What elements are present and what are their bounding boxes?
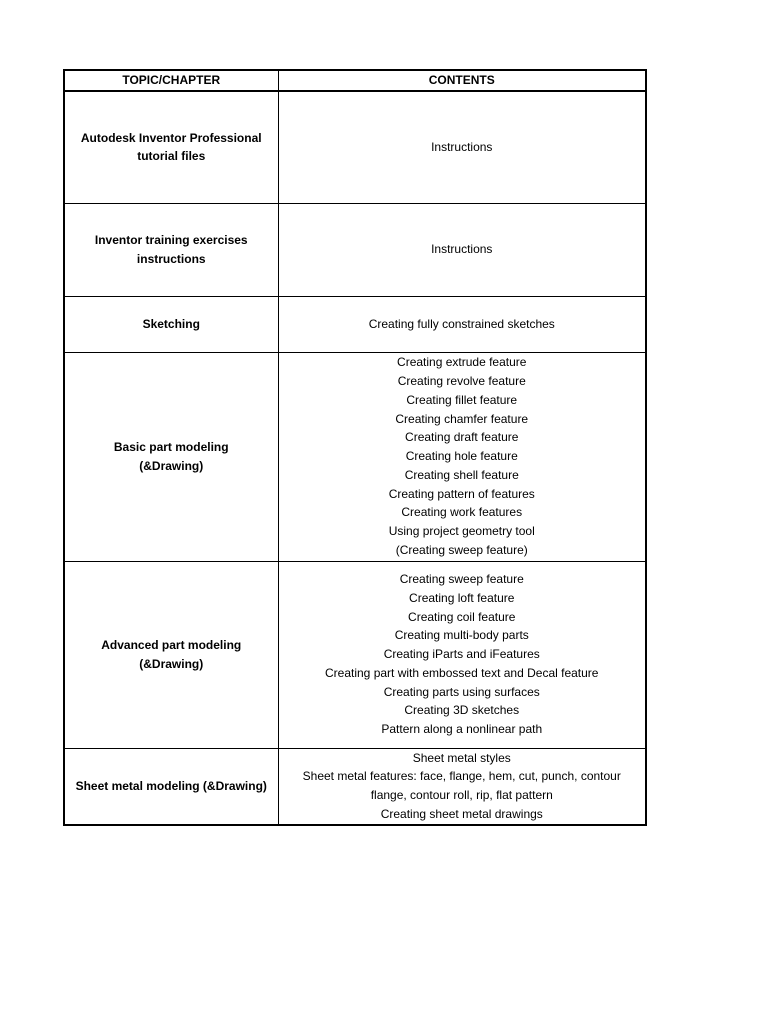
topic-line: (&Drawing) xyxy=(139,458,204,473)
contents-line: Creating chamfer feature xyxy=(395,411,529,426)
contents-cell xyxy=(278,203,646,296)
contents-line: Pattern along a nonlinear path xyxy=(381,722,543,737)
contents-line: (Creating sweep feature) xyxy=(395,543,528,558)
topic-line: Autodesk Inventor Professional xyxy=(80,130,262,145)
contents-line: Creating extrude feature xyxy=(397,355,527,370)
topic-line: Sketching xyxy=(142,316,200,331)
topic-line: Advanced part modeling xyxy=(101,638,242,652)
contents-line: Creating hole feature xyxy=(405,449,518,464)
table-row xyxy=(64,561,646,748)
topic-cell xyxy=(64,91,278,203)
contents-line: Creating sweep feature xyxy=(399,571,524,586)
contents-line: Creating sheet metal drawings xyxy=(380,806,543,821)
table-row xyxy=(64,352,646,561)
topic-line: Basic part modeling xyxy=(113,440,229,454)
contents-cell xyxy=(278,748,646,825)
topic-line: tutorial files xyxy=(137,149,206,164)
contents-line: flange, contour roll, rip, flat pattern xyxy=(370,788,553,803)
contents-line: Creating parts using surfaces xyxy=(383,684,540,699)
header-topic: TOPIC/CHAPTER xyxy=(64,70,278,91)
contents-line: Creating coil feature xyxy=(408,609,516,624)
contents-line: Creating loft feature xyxy=(409,590,515,605)
contents-line: Using project geometry tool xyxy=(388,524,535,539)
contents-line: Creating work features xyxy=(401,505,523,520)
header-row xyxy=(64,70,646,91)
topic-line: Sheet metal modeling (&Drawing) xyxy=(75,778,267,793)
table-row xyxy=(64,748,646,825)
contents-line: Creating draft feature xyxy=(405,430,519,445)
contents-line: Instructions xyxy=(431,242,493,257)
contents-line: Creating fillet feature xyxy=(406,392,518,407)
table-row xyxy=(64,203,646,296)
topic-cell xyxy=(64,296,278,352)
contents-line: Creating revolve feature xyxy=(397,373,526,388)
contents-line: Creating multi-body parts xyxy=(394,628,529,643)
contents-line: Creating pattern of features xyxy=(388,486,535,501)
contents-line: Creating fully constrained sketches xyxy=(368,316,555,331)
topic-line: instructions xyxy=(136,251,206,266)
topic-cell xyxy=(64,748,278,825)
contents-line: Instructions xyxy=(431,139,493,154)
topic-line: (&Drawing) xyxy=(139,656,204,671)
contents-line: Creating 3D sketches xyxy=(404,703,520,718)
header-contents: CONTENTS xyxy=(278,70,646,91)
contents-line: Creating part with embossed text and Decal feature xyxy=(325,665,599,680)
topic-cell xyxy=(64,352,278,561)
contents-line: Sheet metal styles xyxy=(412,750,511,765)
topic-line: Inventor training exercises xyxy=(94,233,248,247)
contents-line: Sheet metal features: face, flange, hem, cut, punch, contour xyxy=(302,769,621,784)
table-row xyxy=(64,91,646,203)
contents-cell xyxy=(278,91,646,203)
toc-table xyxy=(63,69,647,826)
contents-cell xyxy=(278,296,646,352)
contents-cell xyxy=(278,561,646,748)
contents-line: Creating shell feature xyxy=(404,467,519,482)
table-row xyxy=(64,296,646,352)
topic-cell xyxy=(64,203,278,296)
topic-cell xyxy=(64,561,278,748)
contents-line: Creating iParts and iFeatures xyxy=(383,647,540,662)
contents-cell xyxy=(278,352,646,561)
